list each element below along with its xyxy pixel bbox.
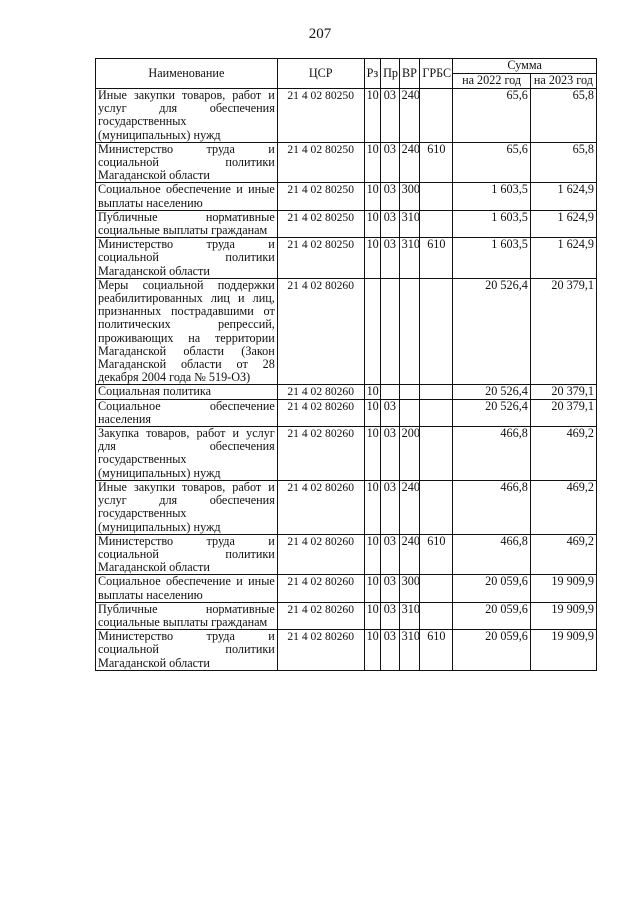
table-row	[96, 210, 597, 237]
table-row	[96, 238, 597, 279]
row-csr-cell: 21 4 02 80260	[277, 385, 364, 399]
row-sum-2022-cell: 1 603,5	[453, 183, 530, 210]
row-pr-cell	[381, 278, 400, 385]
row-grbs-cell: 610	[420, 142, 453, 183]
row-pr-cell: 03	[381, 210, 400, 237]
header-pr: Пр	[381, 59, 400, 89]
header-year-2023: на 2023 год	[530, 74, 596, 89]
row-rz-cell: 10	[364, 89, 381, 143]
row-vr-cell: 310	[399, 238, 420, 279]
row-sum-2022-cell: 20 059,6	[453, 575, 530, 602]
row-sum-2022-cell: 20 526,4	[453, 385, 530, 399]
row-sum-2023-cell: 1 624,9	[530, 183, 596, 210]
row-csr-cell: 21 4 02 80260	[277, 399, 364, 426]
row-csr-cell: 21 4 02 80250	[277, 89, 364, 143]
row-name-cell: Министерство труда и социальной политики Магаданской области	[96, 630, 278, 671]
row-pr-cell: 03	[381, 534, 400, 575]
row-csr-cell: 21 4 02 80250	[277, 210, 364, 237]
row-vr-cell: 300	[399, 575, 420, 602]
row-sum-2022-cell: 20 059,6	[453, 602, 530, 629]
row-name-cell: Публичные нормативные социальные выплаты гражданам	[96, 602, 278, 629]
row-grbs-cell	[420, 210, 453, 237]
row-pr-cell: 03	[381, 89, 400, 143]
row-vr-cell	[399, 399, 420, 426]
row-rz-cell: 10	[364, 427, 381, 481]
header-rz: Рз	[364, 59, 381, 89]
page-number: 207	[308, 26, 332, 42]
row-name-cell: Социальное обеспечение населения	[96, 399, 278, 426]
table-row	[96, 399, 597, 426]
row-grbs-cell	[420, 575, 453, 602]
row-csr-cell: 21 4 02 80260	[277, 427, 364, 481]
row-pr-cell: 03	[381, 575, 400, 602]
row-pr-cell: 03	[381, 399, 400, 426]
row-rz-cell: 10	[364, 142, 381, 183]
row-sum-2022-cell: 466,8	[453, 534, 530, 575]
row-vr-cell: 200	[399, 427, 420, 481]
row-pr-cell	[381, 385, 400, 399]
row-vr-cell: 240	[399, 89, 420, 143]
table-row	[96, 480, 597, 534]
row-sum-2023-cell: 469,2	[530, 480, 596, 534]
table-body	[96, 89, 597, 671]
row-sum-2022-cell: 1 603,5	[453, 238, 530, 279]
row-csr-cell: 21 4 02 80260	[277, 630, 364, 671]
row-rz-cell: 10	[364, 399, 381, 426]
row-csr-cell: 21 4 02 80250	[277, 142, 364, 183]
row-name-cell: Социальное обеспечение и иные выплаты населению	[96, 575, 278, 602]
header-name: Наименование	[96, 59, 278, 89]
row-grbs-cell	[420, 427, 453, 481]
row-csr-cell: 21 4 02 80260	[277, 480, 364, 534]
row-sum-2023-cell: 19 909,9	[530, 575, 596, 602]
row-rz-cell: 10	[364, 602, 381, 629]
row-sum-2022-cell: 466,8	[453, 427, 530, 481]
row-grbs-cell	[420, 385, 453, 399]
table-row	[96, 534, 597, 575]
table-row	[96, 427, 597, 481]
row-name-cell: Министерство труда и социальной политики Магаданской области	[96, 142, 278, 183]
row-pr-cell: 03	[381, 427, 400, 481]
row-grbs-cell	[420, 278, 453, 385]
table-header	[96, 59, 597, 89]
row-sum-2022-cell: 65,6	[453, 89, 530, 143]
row-pr-cell: 03	[381, 630, 400, 671]
row-name-cell: Публичные нормативные социальные выплаты гражданам	[96, 210, 278, 237]
row-grbs-cell	[420, 183, 453, 210]
row-csr-cell: 21 4 02 80250	[277, 183, 364, 210]
row-sum-2023-cell: 65,8	[530, 142, 596, 183]
row-csr-cell: 21 4 02 80260	[277, 278, 364, 385]
row-sum-2022-cell: 466,8	[453, 480, 530, 534]
header-sum: Сумма	[453, 59, 597, 74]
row-rz-cell: 10	[364, 575, 381, 602]
row-sum-2023-cell: 65,8	[530, 89, 596, 143]
row-sum-2022-cell: 20 526,4	[453, 399, 530, 426]
row-vr-cell: 300	[399, 183, 420, 210]
table-row	[96, 183, 597, 210]
row-sum-2023-cell: 1 624,9	[530, 210, 596, 237]
row-sum-2023-cell: 20 379,1	[530, 399, 596, 426]
row-sum-2023-cell: 469,2	[530, 427, 596, 481]
table-row	[96, 630, 597, 671]
row-vr-cell: 310	[399, 210, 420, 237]
row-vr-cell	[399, 385, 420, 399]
row-grbs-cell	[420, 89, 453, 143]
row-pr-cell: 03	[381, 480, 400, 534]
row-csr-cell: 21 4 02 80260	[277, 534, 364, 575]
row-sum-2023-cell: 20 379,1	[530, 385, 596, 399]
row-name-cell: Министерство труда и социальной политики Магаданской области	[96, 238, 278, 279]
table-row	[96, 385, 597, 399]
row-sum-2023-cell: 1 624,9	[530, 238, 596, 279]
row-vr-cell: 240	[399, 534, 420, 575]
row-sum-2022-cell: 20 059,6	[453, 630, 530, 671]
table-row	[96, 602, 597, 629]
row-rz-cell	[364, 278, 381, 385]
row-pr-cell: 03	[381, 602, 400, 629]
table-row	[96, 89, 597, 143]
row-name-cell: Социальное обеспечение и иные выплаты населению	[96, 183, 278, 210]
row-pr-cell: 03	[381, 142, 400, 183]
row-name-cell: Меры социальной поддержки реабилитированных лиц и лиц, признанных пострадавшими от политических репрессий, проживающих на территории Магаданской области (Закон Магаданской области от 28 декабря 2004 года № 519-ОЗ)	[96, 278, 278, 385]
row-rz-cell: 10	[364, 480, 381, 534]
row-grbs-cell	[420, 602, 453, 629]
row-rz-cell: 10	[364, 630, 381, 671]
row-grbs-cell: 610	[420, 630, 453, 671]
row-csr-cell: 21 4 02 80260	[277, 575, 364, 602]
table-row	[96, 142, 597, 183]
row-name-cell: Закупка товаров, работ и услуг для обеспечения государственных (муниципальных) нужд	[96, 427, 278, 481]
row-grbs-cell	[420, 399, 453, 426]
row-grbs-cell	[420, 480, 453, 534]
row-sum-2022-cell: 1 603,5	[453, 210, 530, 237]
budget-table	[95, 58, 597, 671]
row-rz-cell: 10	[364, 385, 381, 399]
row-rz-cell: 10	[364, 534, 381, 575]
row-vr-cell: 240	[399, 480, 420, 534]
header-grbs: ГРБС	[420, 59, 453, 89]
header-vr: ВР	[399, 59, 420, 89]
row-sum-2022-cell: 65,6	[453, 142, 530, 183]
row-grbs-cell: 610	[420, 534, 453, 575]
row-pr-cell: 03	[381, 238, 400, 279]
table-row	[96, 575, 597, 602]
row-name-cell: Социальная политика	[96, 385, 278, 399]
row-rz-cell: 10	[364, 210, 381, 237]
row-pr-cell: 03	[381, 183, 400, 210]
row-csr-cell: 21 4 02 80250	[277, 238, 364, 279]
row-name-cell: Министерство труда и социальной политики Магаданской области	[96, 534, 278, 575]
row-vr-cell	[399, 278, 420, 385]
row-sum-2022-cell: 20 526,4	[453, 278, 530, 385]
header-year-2022: на 2022 год	[453, 74, 530, 89]
row-name-cell: Иные закупки товаров, работ и услуг для обеспечения государственных (муниципальных) нужд	[96, 89, 278, 143]
row-name-cell: Иные закупки товаров, работ и услуг для обеспечения государственных (муниципальных) нужд	[96, 480, 278, 534]
row-vr-cell: 310	[399, 630, 420, 671]
row-vr-cell: 310	[399, 602, 420, 629]
row-sum-2023-cell: 469,2	[530, 534, 596, 575]
row-rz-cell: 10	[364, 183, 381, 210]
row-rz-cell: 10	[364, 238, 381, 279]
row-sum-2023-cell: 20 379,1	[530, 278, 596, 385]
row-csr-cell: 21 4 02 80260	[277, 602, 364, 629]
header-csr: ЦСР	[277, 59, 364, 89]
row-sum-2023-cell: 19 909,9	[530, 630, 596, 671]
table-row	[96, 278, 597, 385]
row-sum-2023-cell: 19 909,9	[530, 602, 596, 629]
row-grbs-cell: 610	[420, 238, 453, 279]
row-vr-cell: 240	[399, 142, 420, 183]
